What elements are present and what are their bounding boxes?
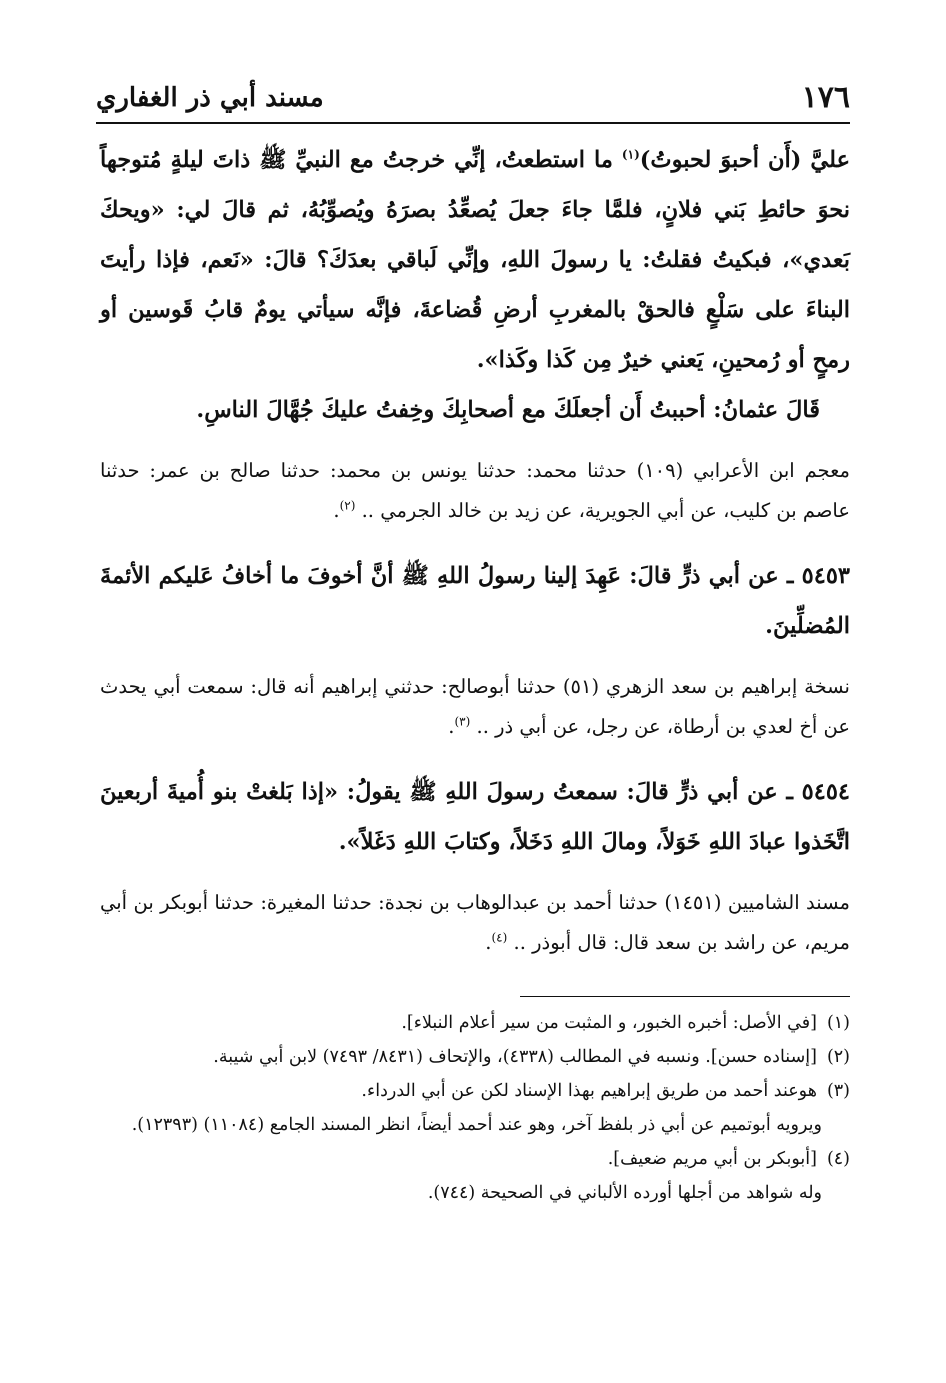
hadith-5454 xyxy=(100,767,850,867)
continuation-paragraph xyxy=(100,135,850,385)
continuation-text-rest: ما استطعتُ، إنِّي خرجتُ مع النبيِّ ﷺ ذاتَ ليلةٍ مُتوجهاً نحوَ حائطِ بَني فلانٍ، فلمَّا جاءَ جعلَ يُصعِّدُ بصرَهُ ويُصوِّبُهُ، ثم قالَ لي: «ويحكَ بَعدي»، فبكيتُ فقلتُ: يا رسولَ اللهِ، وإنِّي لَباقي بعدَكَ؟ قالَ: «نَعم، فإذا رأيتَ البناءَ على سَلْعٍ فالحقْ بالمغربِ أرضِ قُضاعةَ، فإنَّه سيأتي يومٌ قابُ قَوسين أو رمحٍ أو رُمحينِ، يَعني خيرٌ مِن كَذا وكَذا». xyxy=(100,147,850,373)
uthman-statement: قَالَ عثمانُ: أحببتُ أَن أجعلَكَ مع أصحابِكَ وخِفتُ عليكَ جُهَّالَ الناسِ. xyxy=(196,397,820,423)
page-header xyxy=(96,78,850,118)
hadith-5453-text: ـ عن أبي ذرٍّ قالَ: عَهِدَ إلينا رسولُ اللهِ ﷺ أنَّ أخوفَ ما أخافُ عَليكم الأئمةَ المُضلِّينَ. xyxy=(100,563,850,639)
footnotes xyxy=(100,1006,850,1210)
main-text xyxy=(100,135,850,963)
footnote-ref-1: (١) xyxy=(621,147,640,162)
source-citation-3: مسند الشاميين (١٤٥١) حدثنا أحمد بن عبدالوهاب بن نجدة: حدثنا المغيرة: حدثنا أبوبكر بن أبي مريم، عن راشد بن سعد قال: قال أبوذر .. $^{(٤)}$. xyxy=(100,891,850,954)
footnote-1-text: [في الأصل: أخبره الخبور، و المثبت من سير أعلام النبلاء]. xyxy=(401,1013,817,1033)
hadith-5454-text: ـ عن أبي ذرٍّ قالَ: سمعتُ رسولَ اللهِ ﷺ يقولُ: «إذا بَلغتْ بنو أُميةَ أربعينَ اتَّخَذوا عبادَ اللهِ خَوَلاً، ومالَ اللهِ دَخَلاً، وكتابَ اللهِ دَغَلاً». xyxy=(100,779,850,855)
footnote-separator xyxy=(520,996,850,997)
footnote-4-mark: (٤) xyxy=(826,1149,850,1169)
footnote-1-mark: (١) xyxy=(826,1013,850,1033)
footnote-ref-4: (٤) xyxy=(491,930,508,945)
footnote-3-text: هوعند أحمد من طريق إبراهيم بهذا الإسناد لكن عن أبي الدرداء. xyxy=(361,1081,817,1101)
continuation-text-start: عليَّ (أَن أحبوَ لحبوتُ) xyxy=(639,147,850,173)
footnote-ref-3: (٣) xyxy=(454,714,471,729)
footnote-2 xyxy=(100,1040,850,1074)
hadith-continuation xyxy=(100,135,850,435)
hadith-number-5454: ٥٤٥٤ xyxy=(801,779,850,805)
source-2-text: نسخة إبراهيم بن سعد الزهري (٥١) حدثنا أبوصالح: حدثني إبراهيم أنه قال: سمعت أبي يحدث عن أخ لعدي بن أرطاة، عن رجل، عن أبي ذر .. xyxy=(100,675,850,738)
header-rule xyxy=(96,122,850,124)
source-citation-1: معجم ابن الأعرابي (١٠٩) حدثنا محمد: حدثنا يونس بن محمد: حدثنا صالح بن عمر: حدثنا عاصم بن كليب، عن أبي الجويرية، عن زيد بن خالد الجرمي .. $^{(٢)}$. xyxy=(100,459,850,522)
footnote-ref-2: (٢) xyxy=(339,498,356,513)
hadith-number-5453: ٥٤٥٣ xyxy=(801,563,850,589)
footnote-3 xyxy=(100,1074,850,1108)
footnote-4-text: [أبوبكر بن أبي مريم ضعيف]. xyxy=(607,1149,817,1169)
running-title: مسند أبي ذر الغفاري xyxy=(96,83,324,113)
source-3-text: مسند الشاميين (١٤٥١) حدثنا أحمد بن عبدالوهاب بن نجدة: حدثنا المغيرة: حدثنا أبوبكر بن أبي مريم، عن راشد بن سعد قال: قال أبوذر .. xyxy=(100,891,850,954)
footnote-4 xyxy=(100,1142,850,1176)
hadith-5453 xyxy=(100,551,850,651)
footnote-3-continuation: ويرويه أبوتميم عن أبي ذر بلفظ آخر، وهو عند أحمد أيضاً، انظر المسند الجامع (١١٠٨٤) (١٢٣٩٣). xyxy=(131,1115,822,1135)
footnote-2-mark: (٢) xyxy=(826,1047,850,1067)
footnote-4-continuation: وله شواهد من أجلها أورده الألباني في الصحيحة (٧٤٤). xyxy=(427,1183,822,1203)
source-citation-2: نسخة إبراهيم بن سعد الزهري (٥١) حدثنا أبوصالح: حدثني إبراهيم أنه قال: سمعت أبي يحدث عن أخ لعدي بن أرطاة، عن رجل، عن أبي ذر .. $^{(٣)}$. xyxy=(100,675,850,738)
page-number: ١٧٦ xyxy=(801,80,850,115)
footnote-3-mark: (٣) xyxy=(826,1081,850,1101)
footnote-2-text: [إسناده حسن]. ونسبه في المطالب (٤٣٣٨)، والإتحاف (٨٤٣١/ ٧٤٩٣) لابن أبي شيبة. xyxy=(213,1047,817,1067)
source-1-text: معجم ابن الأعرابي (١٠٩) حدثنا محمد: حدثنا يونس بن محمد: حدثنا صالح بن عمر: حدثنا عاصم بن كليب، عن أبي الجويرية، عن زيد بن خالد الجرمي .. xyxy=(100,459,850,522)
footnote-1 xyxy=(100,1006,850,1040)
